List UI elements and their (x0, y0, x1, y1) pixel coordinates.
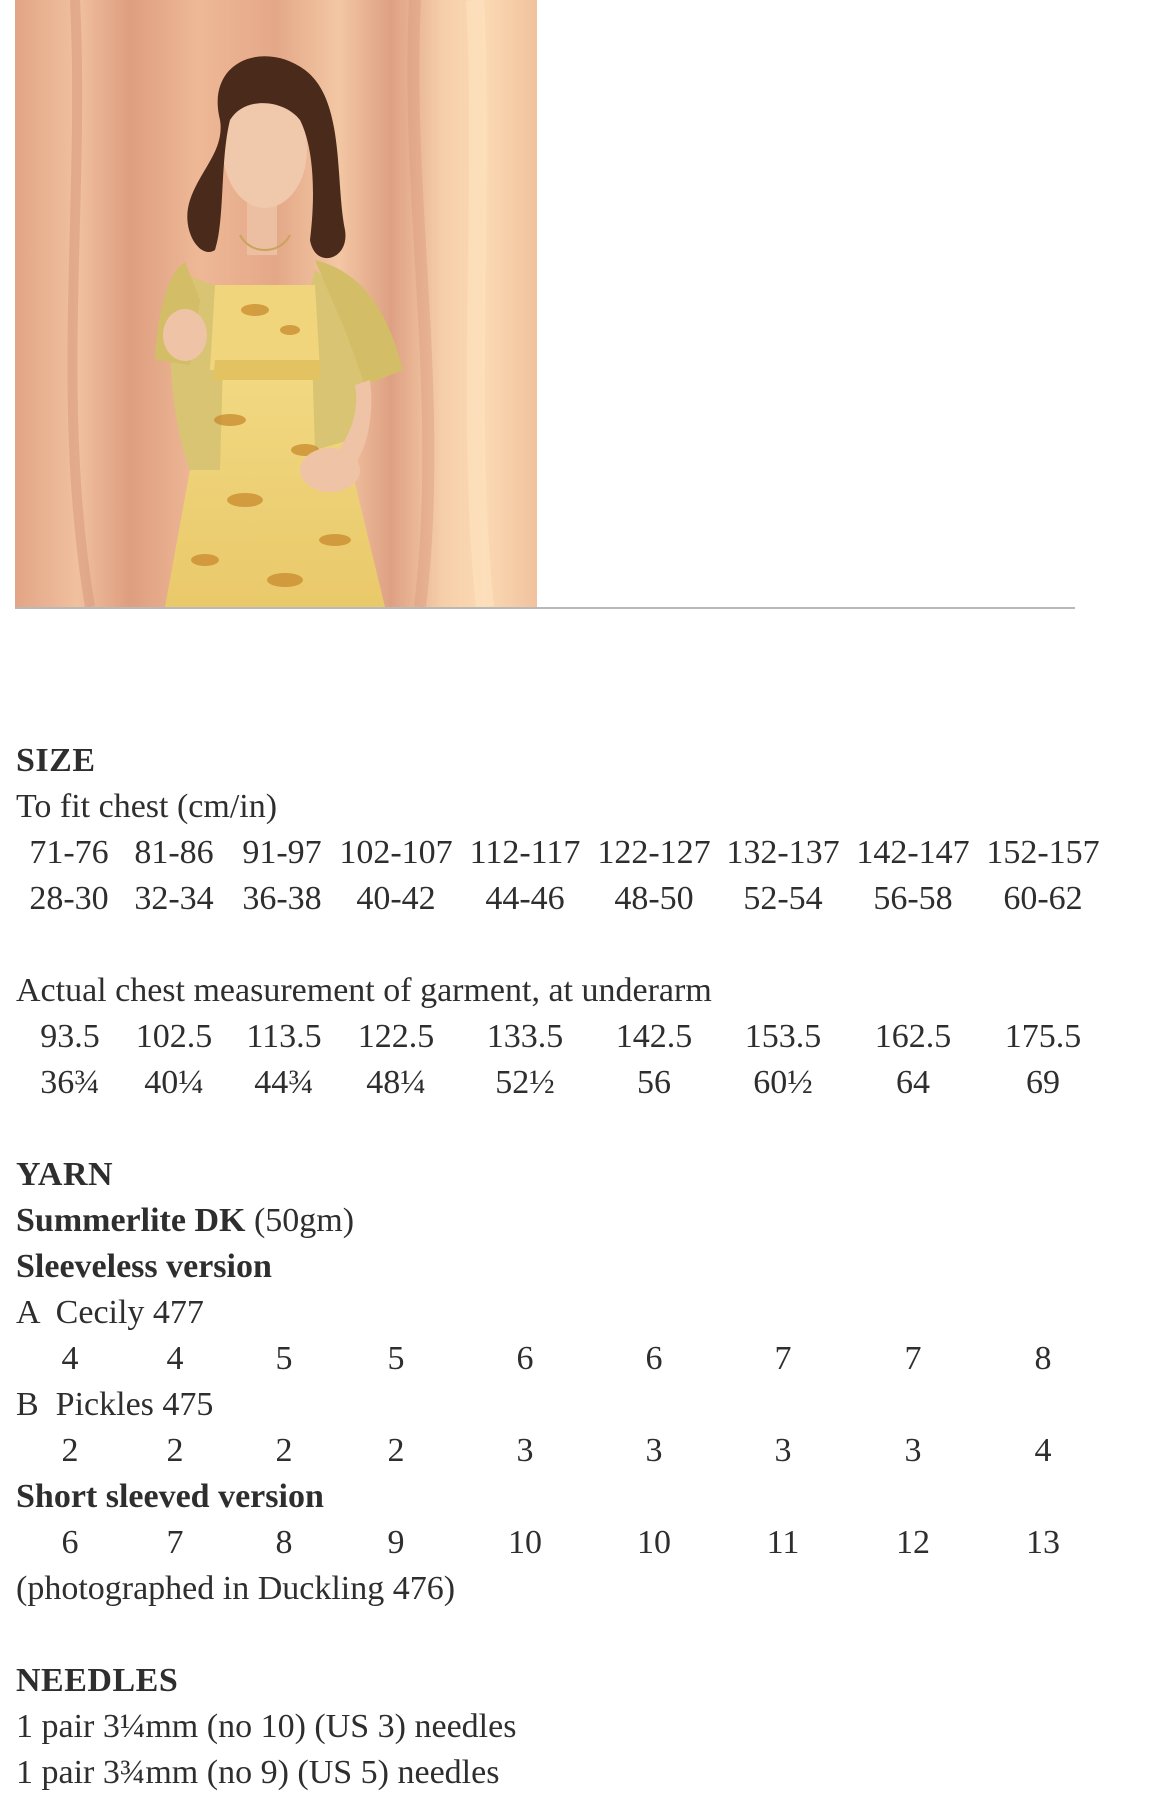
ball-count: 2 (166, 1432, 184, 1469)
measure-cell: 122.5 (357, 1018, 435, 1055)
size-cell: 28-30 (29, 880, 109, 917)
actual-in-row (16, 1060, 1146, 1106)
size-cell: 112-117 (469, 834, 581, 871)
sleeveless-label: Sleeveless version (16, 1248, 272, 1285)
ball-count: 9 (387, 1524, 405, 1561)
ball-count: 11 (766, 1524, 800, 1561)
photographed-note: (photographed in Duckling 476) (16, 1570, 456, 1607)
ball-count: 6 (516, 1340, 534, 1377)
ball-count: 8 (275, 1524, 293, 1561)
ball-count: 8 (1034, 1340, 1052, 1377)
ball-count: 5 (275, 1340, 293, 1377)
size-cell: 32-34 (134, 880, 214, 917)
ball-count: 5 (387, 1340, 405, 1377)
fit-cm-row (16, 830, 1146, 876)
pattern-info (16, 738, 1146, 1796)
ball-count: 3 (774, 1432, 792, 1469)
size-heading: SIZE (16, 742, 96, 779)
measure-cell: 153.5 (744, 1018, 822, 1055)
divider-line (15, 607, 1075, 609)
size-cell: 48-50 (614, 880, 694, 917)
measure-cell: 36¾ (40, 1064, 100, 1101)
ball-count: 7 (904, 1340, 922, 1377)
size-cell: 81-86 (134, 834, 214, 871)
measure-cell: 64 (896, 1064, 930, 1101)
shade-b-label: B Pickles 475 (16, 1386, 214, 1423)
size-cell: 56-58 (873, 880, 953, 917)
size-cell: 36-38 (242, 880, 322, 917)
measure-cell: 93.5 (40, 1018, 100, 1055)
measure-cell: 102.5 (135, 1018, 213, 1055)
ball-count: 6 (645, 1340, 663, 1377)
actual-chest-label: Actual chest measurement of garment, at underarm (16, 972, 712, 1009)
fit-in-row (16, 876, 1146, 922)
ball-count: 3 (516, 1432, 534, 1469)
measure-cell: 69 (1026, 1064, 1060, 1101)
short-sleeved-row (16, 1520, 1146, 1566)
fit-chest-label: To fit chest (cm/in) (16, 788, 278, 825)
needles-heading: NEEDLES (16, 1662, 179, 1699)
measure-cell: 56 (637, 1064, 671, 1101)
yarn-name: Summerlite DK (16, 1202, 246, 1239)
size-cell: 132-137 (726, 834, 840, 871)
needle-item: 1 pair 3¼mm (no 10) (US 3) needles (16, 1708, 517, 1745)
shade-a-row (16, 1336, 1146, 1382)
ball-count: 6 (61, 1524, 79, 1561)
size-cell: 60-62 (1003, 880, 1083, 917)
ball-count: 2 (387, 1432, 405, 1469)
ball-count: 10 (508, 1524, 542, 1561)
size-cell: 91-97 (242, 834, 322, 871)
ball-count: 4 (1034, 1432, 1052, 1469)
ball-count: 12 (896, 1524, 930, 1561)
yarn-name-line (16, 1198, 1146, 1244)
ball-count: 7 (774, 1340, 792, 1377)
ball-count: 13 (1026, 1524, 1060, 1561)
ball-count: 4 (61, 1340, 79, 1377)
yarn-heading: YARN (16, 1156, 114, 1193)
short-sleeved-label: Short sleeved version (16, 1478, 324, 1515)
measure-cell: 40¼ (144, 1064, 204, 1101)
measure-cell: 113.5 (246, 1018, 322, 1055)
measure-cell: 48¼ (366, 1064, 426, 1101)
measure-cell: 52½ (495, 1064, 555, 1101)
ball-count: 10 (637, 1524, 671, 1561)
ball-count: 4 (166, 1340, 184, 1377)
actual-cm-row (16, 1014, 1146, 1060)
ball-count: 3 (645, 1432, 663, 1469)
model-photo (15, 0, 537, 607)
size-cell: 71-76 (29, 834, 109, 871)
size-cell: 142-147 (856, 834, 970, 871)
size-cell: 40-42 (356, 880, 436, 917)
ball-count: 2 (275, 1432, 293, 1469)
measure-cell: 44¾ (254, 1064, 314, 1101)
size-cell: 102-107 (339, 834, 453, 871)
measure-cell: 60½ (753, 1064, 813, 1101)
ball-count: 2 (61, 1432, 79, 1469)
needle-item: 1 pair 3¾mm (no 9) (US 5) needles (16, 1754, 500, 1791)
measure-cell: 175.5 (1004, 1018, 1082, 1055)
size-cell: 44-46 (485, 880, 565, 917)
shade-a-label: A Cecily 477 (16, 1294, 204, 1331)
ball-count: 3 (904, 1432, 922, 1469)
ball-count: 7 (166, 1524, 184, 1561)
size-cell: 122-127 (597, 834, 711, 871)
size-cell: 152-157 (986, 834, 1100, 871)
measure-cell: 133.5 (486, 1018, 564, 1055)
yarn-weight: (50gm) (253, 1202, 355, 1239)
size-cell: 52-54 (743, 880, 823, 917)
shade-b-row (16, 1428, 1146, 1474)
measure-cell: 162.5 (874, 1018, 952, 1055)
measure-cell: 142.5 (615, 1018, 693, 1055)
